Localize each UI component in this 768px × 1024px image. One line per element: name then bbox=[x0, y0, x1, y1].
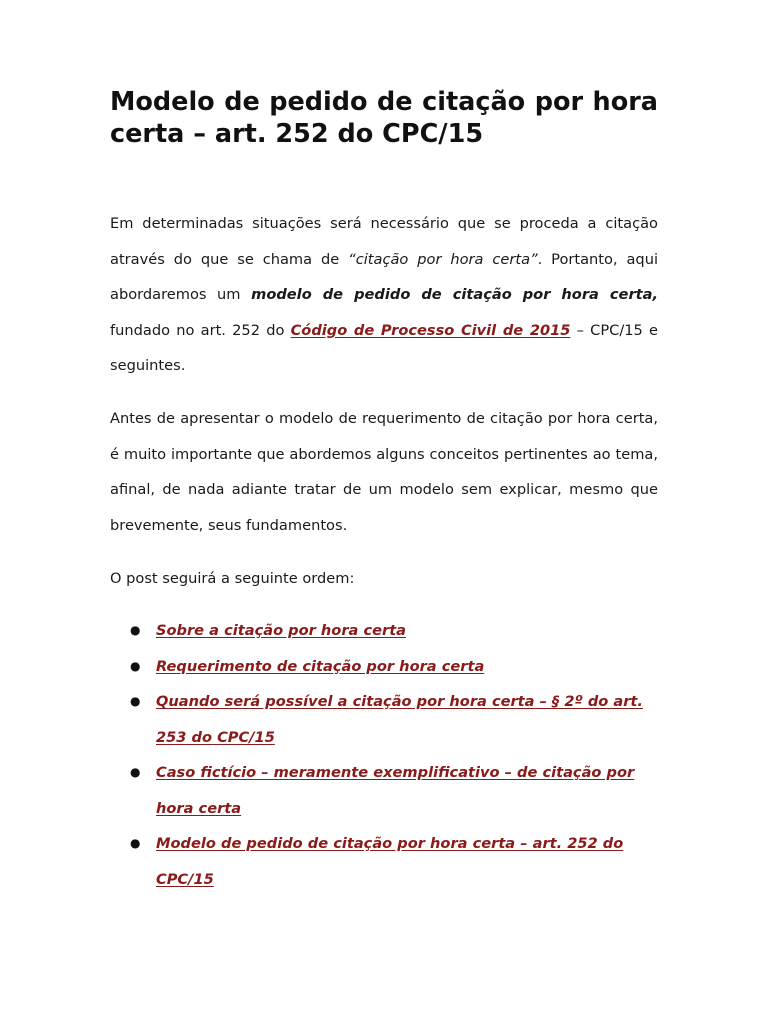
toc-link-requerimento[interactable]: Requerimento de citação por hora certa bbox=[156, 657, 485, 675]
toc-link-quando[interactable]: Quando será possível a citação por hora certa – § 2º do art. 253 do CPC/15 bbox=[156, 693, 643, 746]
bullet-icon: ● bbox=[130, 765, 141, 779]
page-title: Modelo de pedido de citação por hora certa – art. 252 do CPC/15 bbox=[110, 87, 658, 149]
intro-paragraph bbox=[110, 206, 658, 384]
toc-item bbox=[110, 755, 658, 826]
toc-item bbox=[110, 613, 658, 649]
intro-text-3: fundado no art. 252 do bbox=[110, 321, 291, 339]
toc-item bbox=[110, 649, 658, 685]
intro-text-2: . Portanto, aqui abordaremos um bbox=[110, 250, 658, 303]
cpc-2015-link[interactable]: Código de Processo Civil de 2015 bbox=[290, 321, 571, 339]
toc-link-modelo[interactable]: Modelo de pedido de citação por hora certa – art. 252 do CPC/15 bbox=[156, 835, 624, 888]
intro-text-1: Em determinadas situações será necessário que se proceda a citação através do que se chama de bbox=[110, 215, 658, 268]
intro-quoted-term: “citação por hora certa” bbox=[348, 250, 538, 268]
context-paragraph: Antes de apresentar o modelo de requerimento de citação por hora certa, é muito importante que abordemos alguns conceitos pertinentes ao tema, afinal, de nada adiante tratar de um modelo sem explicar, mesmo que brevemente, seus fundamentos. bbox=[110, 410, 658, 534]
toc-link-caso[interactable]: Caso fictício – meramente exemplificativo – de citação por hora certa bbox=[156, 764, 635, 817]
toc-item bbox=[110, 684, 658, 755]
bullet-icon: ● bbox=[130, 694, 141, 708]
order-intro-paragraph: O post seguirá a seguinte ordem: bbox=[110, 570, 355, 587]
intro-emphasis: modelo de pedido de citação por hora certa, bbox=[251, 286, 659, 303]
toc-link-sobre[interactable]: Sobre a citação por hora certa bbox=[156, 622, 407, 639]
bullet-icon: ● bbox=[130, 836, 141, 850]
intro-text-4: – CPC/15 e seguintes. bbox=[110, 321, 658, 374]
toc-item bbox=[110, 826, 658, 897]
bullet-icon: ● bbox=[130, 623, 141, 637]
table-of-contents bbox=[110, 613, 658, 897]
bullet-icon: ● bbox=[130, 658, 141, 673]
